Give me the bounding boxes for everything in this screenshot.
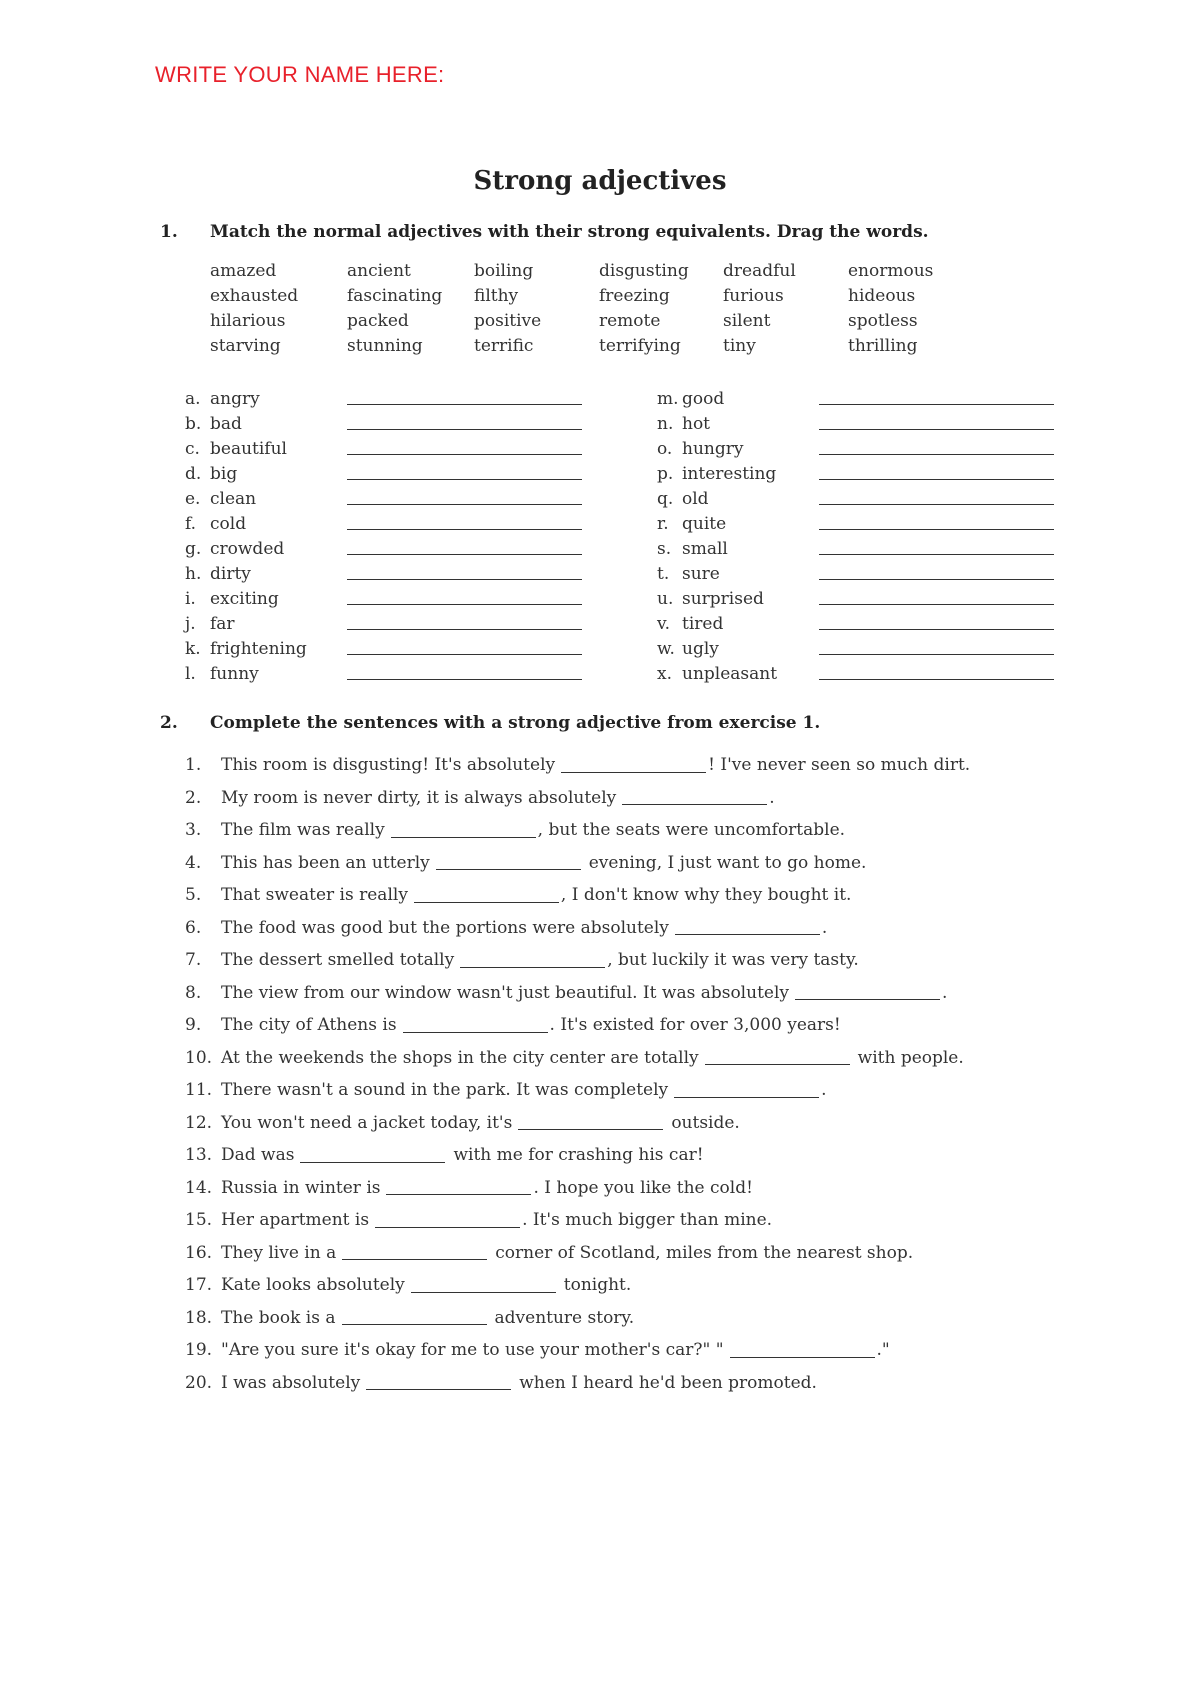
- sentence-text-after: when I heard he'd been promoted.: [519, 1372, 817, 1393]
- word-bank-item[interactable]: exhausted: [210, 286, 299, 306]
- answer-drop-zone[interactable]: [819, 454, 1054, 455]
- word-bank-item[interactable]: hilarious: [210, 311, 286, 331]
- sentence-number: 6.: [185, 917, 202, 938]
- word-bank-item[interactable]: boiling: [474, 261, 534, 281]
- sentence-row: [185, 1237, 970, 1270]
- answer-drop-zone[interactable]: [819, 629, 1054, 630]
- answer-drop-zone[interactable]: [347, 679, 582, 680]
- match-letter: l.: [185, 663, 196, 684]
- match-row: [185, 661, 307, 686]
- match-list-right: [657, 386, 777, 686]
- sentence-text-before: At the weekends the shops in the city center are totally: [221, 1047, 699, 1068]
- sentence-text-before: The dessert smelled totally: [221, 950, 455, 971]
- match-word: ugly: [682, 638, 719, 659]
- answer-blank[interactable]: [411, 1278, 556, 1293]
- word-bank-item[interactable]: terrifying: [599, 336, 681, 356]
- sentence-number: 7.: [185, 950, 202, 971]
- sentence-text-before: Her apartment is: [221, 1210, 370, 1231]
- word-bank-item[interactable]: terrific: [474, 336, 534, 356]
- sentence-text-after: . I hope you like the cold!: [533, 1177, 753, 1198]
- answer-drop-zone[interactable]: [347, 554, 582, 555]
- word-bank-item[interactable]: starving: [210, 336, 281, 356]
- answer-blank[interactable]: [460, 953, 605, 968]
- word-bank: [210, 261, 973, 361]
- answer-blank[interactable]: [300, 1148, 445, 1163]
- sentence-text-before: This room is disgusting! It's absolutely: [221, 755, 556, 776]
- sentence-row: [185, 1302, 970, 1335]
- sentence-row: [185, 1009, 970, 1042]
- match-row: [657, 461, 777, 486]
- sentence-text-before: There wasn't a sound in the park. It was completely: [221, 1080, 669, 1101]
- match-word: frightening: [210, 638, 307, 659]
- answer-blank[interactable]: [386, 1180, 531, 1195]
- answer-drop-zone[interactable]: [819, 579, 1054, 580]
- match-word: bad: [210, 413, 242, 434]
- match-word: sure: [682, 563, 720, 584]
- match-letter: k.: [185, 638, 201, 659]
- exercise-2-instruction: Complete the sentences with a strong adjective from exercise 1.: [210, 713, 821, 733]
- sentence-text-before: You won't need a jacket today, it's: [221, 1112, 513, 1133]
- answer-blank[interactable]: [675, 920, 820, 935]
- answer-blank[interactable]: [674, 1083, 819, 1098]
- match-word: crowded: [210, 538, 285, 559]
- answer-drop-zone[interactable]: [347, 629, 582, 630]
- answer-drop-zone[interactable]: [819, 654, 1054, 655]
- sentence-number: 10.: [185, 1047, 213, 1068]
- match-word: exciting: [210, 588, 279, 609]
- match-letter: s.: [657, 538, 672, 559]
- sentence-row: [185, 879, 970, 912]
- answer-drop-zone[interactable]: [819, 529, 1054, 530]
- sentence-row: [185, 1204, 970, 1237]
- sentence-text-after: .: [821, 917, 828, 938]
- sentence-number: 4.: [185, 852, 202, 873]
- sentence-text-before: "Are you sure it's okay for me to use your mother's car?" ": [221, 1340, 724, 1361]
- answer-drop-zone[interactable]: [819, 429, 1054, 430]
- match-word: far: [210, 613, 235, 634]
- answer-blank[interactable]: [366, 1375, 511, 1390]
- word-bank-item[interactable]: positive: [474, 311, 542, 331]
- sentence-text-after: . It's existed for over 3,000 years!: [549, 1015, 841, 1036]
- answer-blank[interactable]: [795, 985, 940, 1000]
- answer-blank[interactable]: [622, 790, 767, 805]
- word-bank-item[interactable]: packed: [347, 311, 409, 331]
- match-letter: f.: [185, 513, 197, 534]
- match-word: beautiful: [210, 438, 287, 459]
- match-row: [657, 511, 777, 536]
- sentence-text-after: , I don't know why they bought it.: [560, 885, 852, 906]
- match-row: [185, 561, 307, 586]
- match-letter: w.: [657, 638, 675, 659]
- sentence-row: [185, 782, 970, 815]
- answer-drop-zone[interactable]: [819, 679, 1054, 680]
- match-word: old: [682, 488, 709, 509]
- sentence-text-after: outside.: [671, 1112, 740, 1133]
- sentence-text-after: adventure story.: [494, 1307, 635, 1328]
- match-word: quite: [682, 513, 727, 534]
- match-letter: n.: [657, 413, 674, 434]
- exercise-1-number: 1.: [160, 222, 178, 242]
- word-bank-item[interactable]: freezing: [599, 286, 670, 306]
- match-letter: u.: [657, 588, 674, 609]
- match-word: hot: [682, 413, 711, 434]
- sentence-number: 8.: [185, 982, 202, 1003]
- match-row: [185, 636, 307, 661]
- answer-blank[interactable]: [342, 1245, 487, 1260]
- match-list-left: [185, 386, 307, 686]
- answer-blank[interactable]: [518, 1115, 663, 1130]
- match-row: [657, 486, 777, 511]
- sentence-text-before: The film was really: [221, 820, 385, 841]
- sentence-row: [185, 912, 970, 945]
- answer-drop-zone[interactable]: [347, 454, 582, 455]
- answer-drop-zone[interactable]: [347, 604, 582, 605]
- sentence-row: [185, 1172, 970, 1205]
- sentence-number: 14.: [185, 1177, 213, 1198]
- match-row: [185, 436, 307, 461]
- match-word: big: [210, 463, 238, 484]
- match-letter: p.: [657, 463, 674, 484]
- match-row: [657, 611, 777, 636]
- sentence-text-before: Kate looks absolutely: [221, 1275, 405, 1296]
- answer-blank[interactable]: [403, 1018, 548, 1033]
- sentence-text-after: ! I've never seen so much dirt.: [708, 755, 971, 776]
- answer-blank[interactable]: [436, 855, 581, 870]
- sentence-row: [185, 944, 970, 977]
- sentence-text-before: The view from our window wasn't just beautiful. It was absolutely: [221, 982, 789, 1003]
- page-title: Strong adjectives: [473, 166, 727, 196]
- sentence-text-before: The city of Athens is: [221, 1015, 397, 1036]
- sentence-text-before: Russia in winter is: [221, 1177, 381, 1198]
- match-word: funny: [210, 663, 259, 684]
- match-word: tired: [682, 613, 724, 634]
- answer-blank[interactable]: [342, 1310, 487, 1325]
- answer-blank[interactable]: [391, 823, 536, 838]
- answer-drop-zone[interactable]: [819, 404, 1054, 405]
- match-row: [657, 536, 777, 561]
- match-word: interesting: [682, 463, 777, 484]
- sentence-text-before: This has been an utterly: [221, 852, 430, 873]
- answer-drop-zone[interactable]: [347, 529, 582, 530]
- match-row: [657, 636, 777, 661]
- match-letter: q.: [657, 488, 674, 509]
- match-letter: v.: [657, 613, 670, 634]
- sentence-number: 15.: [185, 1210, 213, 1231]
- answer-drop-zone[interactable]: [819, 479, 1054, 480]
- match-letter: x.: [657, 663, 672, 684]
- sentence-text-after: , but the seats were uncomfortable.: [537, 820, 846, 841]
- sentence-number: 18.: [185, 1307, 213, 1328]
- sentence-text-before: The food was good but the portions were absolutely: [221, 917, 669, 938]
- match-row: [185, 611, 307, 636]
- answer-drop-zone[interactable]: [347, 404, 582, 405]
- sentence-row: [185, 1107, 970, 1140]
- sentence-text-before: The book is a: [221, 1307, 336, 1328]
- answer-blank[interactable]: [561, 758, 706, 773]
- word-bank-item[interactable]: fascinating: [347, 286, 443, 306]
- word-bank-item[interactable]: filthy: [474, 286, 519, 306]
- sentence-text-after: . It's much bigger than mine.: [522, 1210, 773, 1231]
- match-word: surprised: [682, 588, 764, 609]
- match-word: unpleasant: [682, 663, 778, 684]
- match-row: [185, 486, 307, 511]
- sentence-text-after: with me for crashing his car!: [453, 1145, 704, 1166]
- word-bank-item[interactable]: dreadful: [723, 261, 796, 281]
- match-word: clean: [210, 488, 257, 509]
- answer-drop-zone[interactable]: [819, 554, 1054, 555]
- sentence-number: 13.: [185, 1145, 213, 1166]
- match-row: [657, 561, 777, 586]
- match-letter: m.: [657, 388, 679, 409]
- answer-drop-zone[interactable]: [347, 579, 582, 580]
- word-bank-item[interactable]: thrilling: [848, 336, 918, 356]
- match-row: [185, 461, 307, 486]
- sentence-text-before: That sweater is really: [221, 885, 408, 906]
- word-bank-item[interactable]: silent: [723, 311, 771, 331]
- match-row: [657, 386, 777, 411]
- match-row: [657, 411, 777, 436]
- match-word: angry: [210, 388, 260, 409]
- match-row: [185, 386, 307, 411]
- match-word: dirty: [210, 563, 251, 584]
- sentence-number: 20.: [185, 1372, 213, 1393]
- sentence-text-after: .": [876, 1340, 890, 1361]
- sentence-text-before: Dad was: [221, 1145, 295, 1166]
- sentence-number: 9.: [185, 1015, 202, 1036]
- word-bank-item[interactable]: tiny: [723, 336, 756, 356]
- answer-blank[interactable]: [375, 1213, 520, 1228]
- sentence-text-after: .: [769, 787, 775, 808]
- match-letter: g.: [185, 538, 202, 559]
- match-word: cold: [210, 513, 247, 534]
- sentence-text-after: evening, I just want to go home.: [588, 852, 867, 873]
- match-letter: t.: [657, 563, 670, 584]
- sentence-number: 3.: [185, 820, 202, 841]
- word-bank-item[interactable]: disgusting: [599, 261, 689, 281]
- match-letter: r.: [657, 513, 669, 534]
- match-row: [657, 436, 777, 461]
- word-bank-item[interactable]: stunning: [347, 336, 423, 356]
- sentence-number: 19.: [185, 1340, 213, 1361]
- word-bank-item[interactable]: furious: [723, 286, 784, 306]
- sentence-number: 2.: [185, 787, 202, 808]
- word-bank-item[interactable]: remote: [599, 311, 661, 331]
- answer-drop-zone[interactable]: [819, 604, 1054, 605]
- sentence-text-before: They live in a: [221, 1242, 337, 1263]
- sentence-number: 16.: [185, 1242, 213, 1263]
- answer-drop-zone[interactable]: [347, 504, 582, 505]
- exercise-2-number: 2.: [160, 713, 178, 733]
- match-row: [185, 511, 307, 536]
- answer-blank[interactable]: [414, 888, 559, 903]
- exercise-1-heading: [160, 222, 929, 242]
- sentence-row: [185, 847, 970, 880]
- sentence-number: 11.: [185, 1080, 213, 1101]
- exercise-1-instruction: Match the normal adjectives with their strong equivalents. Drag the words.: [210, 222, 929, 242]
- sentence-row: [185, 814, 970, 847]
- word-bank-item[interactable]: amazed: [210, 261, 277, 281]
- answer-drop-zone[interactable]: [347, 654, 582, 655]
- sentence-row: [185, 749, 970, 782]
- sentence-row: [185, 1074, 970, 1107]
- word-bank-item[interactable]: hideous: [848, 286, 916, 306]
- match-row: [185, 536, 307, 561]
- sentence-text-before: My room is never dirty, it is always absolutely: [221, 787, 617, 808]
- answer-drop-zone[interactable]: [347, 479, 582, 480]
- sentence-row: [185, 1042, 970, 1075]
- sentence-text-after: , but luckily it was very tasty.: [607, 950, 859, 971]
- match-letter: e.: [185, 488, 201, 509]
- sentence-text-after: tonight.: [563, 1275, 632, 1296]
- sentence-number: 17.: [185, 1275, 213, 1296]
- match-word: small: [682, 538, 728, 559]
- sentence-number: 12.: [185, 1112, 213, 1133]
- sentence-number: 1.: [185, 755, 202, 776]
- sentence-number: 5.: [185, 885, 202, 906]
- word-bank-item[interactable]: ancient: [347, 261, 411, 281]
- answer-blank[interactable]: [705, 1050, 850, 1065]
- match-letter: c.: [185, 438, 200, 459]
- sentence-row: [185, 1269, 970, 1302]
- match-letter: j.: [185, 613, 196, 634]
- match-letter: d.: [185, 463, 202, 484]
- sentence-text-after: .: [942, 982, 948, 1003]
- match-letter: b.: [185, 413, 202, 434]
- answer-drop-zone[interactable]: [819, 504, 1054, 505]
- word-bank-item[interactable]: spotless: [848, 311, 918, 331]
- answer-drop-zone[interactable]: [347, 429, 582, 430]
- word-bank-item[interactable]: enormous: [848, 261, 934, 281]
- sentence-row: [185, 977, 970, 1010]
- match-row: [185, 411, 307, 436]
- sentence-text-before: I was absolutely: [221, 1372, 361, 1393]
- sentence-row: [185, 1367, 970, 1400]
- match-letter: i.: [185, 588, 196, 609]
- match-row: [185, 586, 307, 611]
- match-row: [657, 661, 777, 686]
- name-label: WRITE YOUR NAME HERE:: [155, 62, 445, 87]
- match-letter: a.: [185, 388, 201, 409]
- sentence-row: [185, 1334, 970, 1367]
- sentence-text-after: with people.: [857, 1047, 964, 1068]
- match-word: good: [682, 388, 725, 409]
- sentence-text-after: corner of Scotland, miles from the nearest shop.: [495, 1242, 914, 1263]
- answer-blank[interactable]: [730, 1343, 875, 1358]
- match-letter: h.: [185, 563, 202, 584]
- exercise-2-heading: [160, 713, 820, 733]
- match-row: [657, 586, 777, 611]
- match-word: hungry: [682, 438, 744, 459]
- match-letter: o.: [657, 438, 673, 459]
- sentence-text-after: .: [821, 1080, 827, 1101]
- sentence-list: [185, 749, 970, 1399]
- sentence-row: [185, 1139, 970, 1172]
